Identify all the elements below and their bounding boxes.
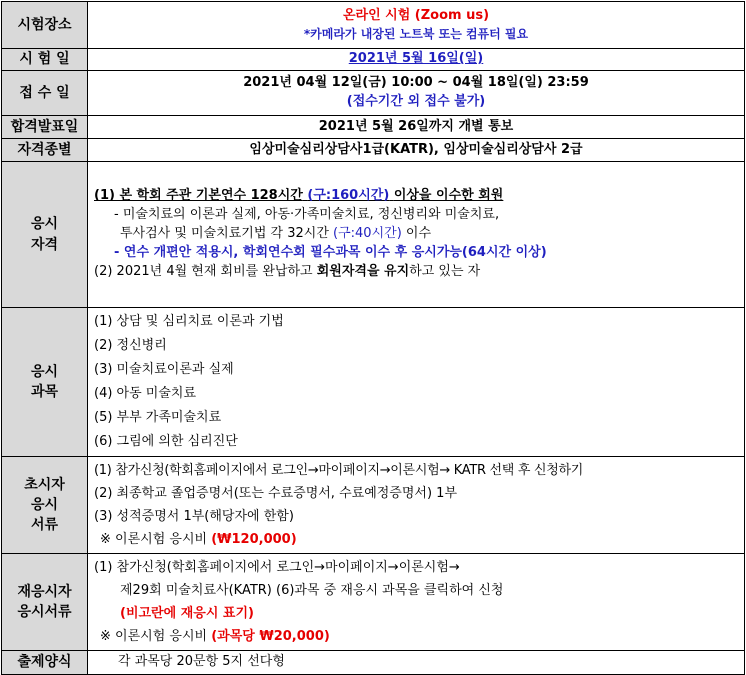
eligibility-sub-2-text: 투사검사 및 미술치료기법 각 32시간 — [120, 226, 329, 242]
label-format: 출제양식 — [2, 651, 88, 675]
value-venue — [88, 2, 745, 49]
label-eligibility-line1: 응시 — [30, 216, 59, 233]
retake-docs-item-1: (1) 참가신청(학회홈페이지에서 로그인→마이페이지→이론시험→ — [94, 560, 460, 575]
row-announcement — [2, 116, 745, 139]
retake-docs-fee-value: (과목당 ₩20,000) — [211, 629, 330, 644]
value-cert-type: 임상미술심리상담사1급(KATR), 임상미술심리상담사 2급 — [88, 139, 745, 162]
row-retake-docs — [2, 554, 745, 651]
subject-item: (3) 미술치료이론과 실제 — [94, 362, 234, 377]
value-retake-docs — [88, 554, 745, 651]
label-announcement: 합격발표일 — [2, 116, 88, 139]
first-docs-fee-value: (₩120,000) — [211, 532, 297, 547]
eligibility-item-1-suffix: 이상을 이수한 회원 — [393, 188, 504, 204]
first-docs-fee-label: ※ 이론시험 응시비 — [100, 532, 208, 547]
eligibility-sub-2-old-hours: (구:40시간) — [333, 226, 402, 242]
label-cert-type: 자격종별 — [2, 139, 88, 162]
eligibility-sub-2 — [94, 225, 740, 244]
value-registration — [88, 71, 745, 116]
eligibility-item-1-old-hours: (구:160시간) — [307, 188, 390, 204]
eligibility-item-1 — [94, 187, 740, 206]
row-exam-date — [2, 49, 745, 71]
label-eligibility — [2, 162, 88, 308]
label-subjects-line1: 응시 — [30, 363, 59, 380]
retake-docs-fee-label: ※ 이론시험 응시비 — [100, 629, 208, 644]
label-retake-docs-line1: 재응시자 — [17, 583, 72, 600]
label-first-docs-line1: 초시자 — [24, 476, 65, 493]
value-announcement: 2021년 5월 26일까지 개별 통보 — [88, 116, 745, 139]
first-docs-item-1: (1) 참가신청(학회홈페이지에서 로그인→마이페이지→이론시험→ KATR 선택 후 신청하기 — [94, 463, 584, 478]
value-subjects — [88, 308, 745, 457]
venue-online: 온라인 시험 (Zoom us) — [342, 7, 490, 23]
eligibility-item-2-bold: 회원자격을 유지 — [316, 263, 410, 279]
eligibility-notice: - 연수 개편안 적용시, 학회연수회 필수과목 이수 후 응시가능(64시간 이상) — [114, 244, 547, 260]
row-eligibility — [2, 162, 745, 308]
subject-item: (6) 그림에 의한 심리진단 — [94, 434, 238, 449]
subject-item: (2) 정신병리 — [94, 338, 167, 353]
label-eligibility-line2: 자격 — [30, 236, 59, 253]
label-first-docs-line3: 서류 — [30, 517, 59, 534]
eligibility-item-1-text: (1) 본 학회 주관 기본연수 128시간 — [94, 188, 303, 204]
eligibility-item-2 — [94, 263, 740, 282]
label-first-docs-line2: 응시 — [30, 496, 59, 513]
label-retake-docs — [2, 554, 88, 651]
subject-item: (5) 부부 가족미술치료 — [94, 410, 222, 425]
first-docs-item-2: (2) 최종학교 졸업증명서(또는 수료증명서, 수료예정증명서) 1부 — [94, 486, 458, 501]
label-first-docs — [2, 457, 88, 554]
row-subjects — [2, 308, 745, 457]
label-retake-docs-line2: 응시서류 — [17, 604, 72, 620]
label-exam-date: 시 험 일 — [2, 49, 88, 71]
subject-item: (1) 상담 및 심리치료 이론과 기법 — [94, 314, 284, 329]
venue-camera-note: *카메라가 내장된 노트북 또는 컴퓨터 필요 — [303, 26, 529, 41]
subject-item: (4) 아동 미술치료 — [94, 386, 197, 401]
eligibility-sub-1: - 미술치료의 이론과 실제, 아동·가족미술치료, 정신병리와 미술치료, — [114, 207, 500, 223]
first-docs-fee — [94, 528, 740, 551]
label-venue: 시험장소 — [2, 2, 88, 49]
first-docs-item-3: (3) 성적증명서 1부(해당자에 한함) — [94, 509, 294, 524]
value-exam-date: 2021년 5월 16일(일) — [88, 49, 745, 71]
eligibility-sub-2-suffix: 이수 — [405, 226, 432, 242]
retake-docs-note: (비고란에 재응시 표기) — [120, 606, 254, 621]
retake-docs-fee — [94, 625, 740, 648]
eligibility-item-2-suffix: 하고 있는 자 — [409, 263, 481, 279]
registration-note: (접수기간 외 접수 불가) — [346, 94, 486, 109]
eligibility-item-2-text: (2) 2021년 4월 현재 회비를 완납하고 — [94, 263, 313, 279]
value-first-docs — [88, 457, 745, 554]
retake-docs-item-1-cont: 제29회 미술치료사(KATR) (6)과목 중 재응시 과목을 클릭하여 신청 — [120, 583, 504, 598]
value-eligibility — [88, 162, 745, 308]
label-subjects-line2: 과목 — [30, 384, 59, 400]
row-venue — [2, 2, 745, 49]
row-cert-type — [2, 139, 745, 162]
row-first-docs — [2, 457, 745, 554]
registration-period: 2021년 04월 12일(금) 10:00 ~ 04월 18일(일) 23:59 — [243, 75, 589, 91]
row-format — [2, 651, 745, 675]
label-registration: 접 수 일 — [2, 71, 88, 116]
label-subjects — [2, 308, 88, 457]
value-format: 각 과목당 20문항 5지 선다형 — [88, 651, 745, 675]
exam-info-table — [1, 1, 745, 675]
row-registration — [2, 71, 745, 116]
